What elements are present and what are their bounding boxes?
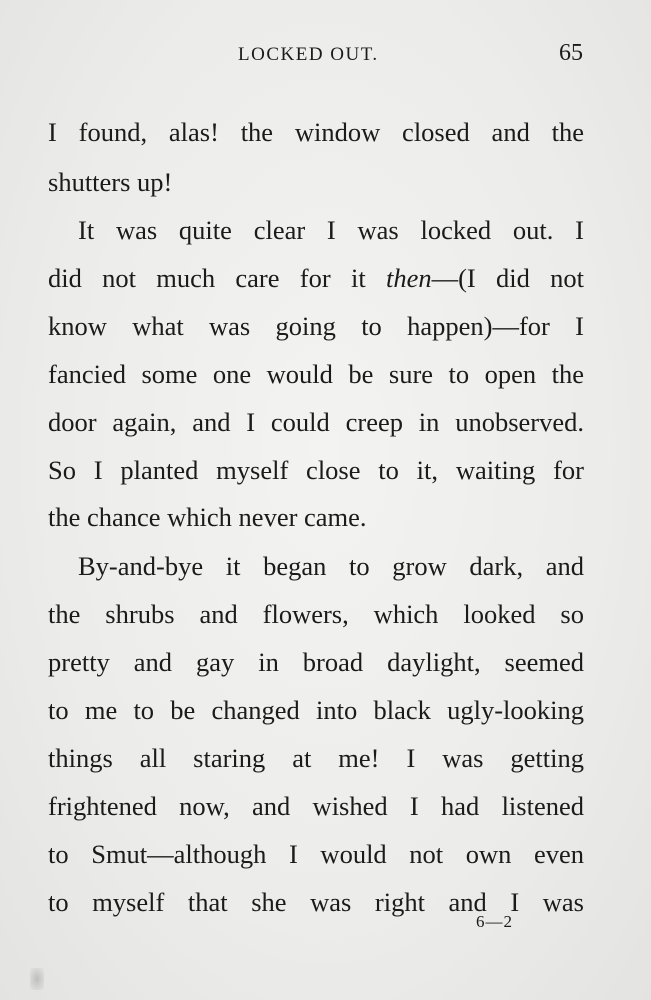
text-line: door again, and I could creep in unobserved. <box>48 407 584 437</box>
text-line: fancied some one would be sure to open the <box>48 359 584 389</box>
paragraph-start-line: It was quite clear I was locked out. I <box>78 215 584 245</box>
signature-mark: 6—2 <box>476 912 513 931</box>
text-line: to me to be changed into black ugly-looking <box>48 695 584 725</box>
text-line: So I planted myself close to it, waiting for <box>48 455 584 485</box>
paper-smudge <box>30 968 44 990</box>
text-line: to Smut—although I would not own even <box>48 839 584 869</box>
text-line <box>48 258 584 298</box>
text-line: know what was going to happen)—for I <box>48 311 584 341</box>
text-line: I found, alas! the window closed and the <box>48 117 584 147</box>
text-line: pretty and gay in broad daylight, seemed <box>48 647 584 677</box>
text-segment: —(I did not <box>431 263 585 293</box>
running-title: LOCKED OUT. <box>238 44 379 65</box>
page-number: 65 <box>559 40 583 66</box>
text-line: to myself that she was right and I was <box>48 887 584 917</box>
text-line: shutters up! <box>48 167 173 197</box>
text-line: things all staring at me! I was getting <box>48 743 584 773</box>
text-line: the shrubs and flowers, which looked so <box>48 599 584 629</box>
text-line: frightened now, and wished I had listened <box>48 791 584 821</box>
emphasized-word: then <box>385 263 432 293</box>
text-segment: did not much care for it <box>48 263 366 293</box>
paragraph-start-line: By-and-bye it began to grow dark, and <box>78 551 584 581</box>
text-line: the chance which never came. <box>48 502 367 532</box>
running-head <box>48 40 583 74</box>
